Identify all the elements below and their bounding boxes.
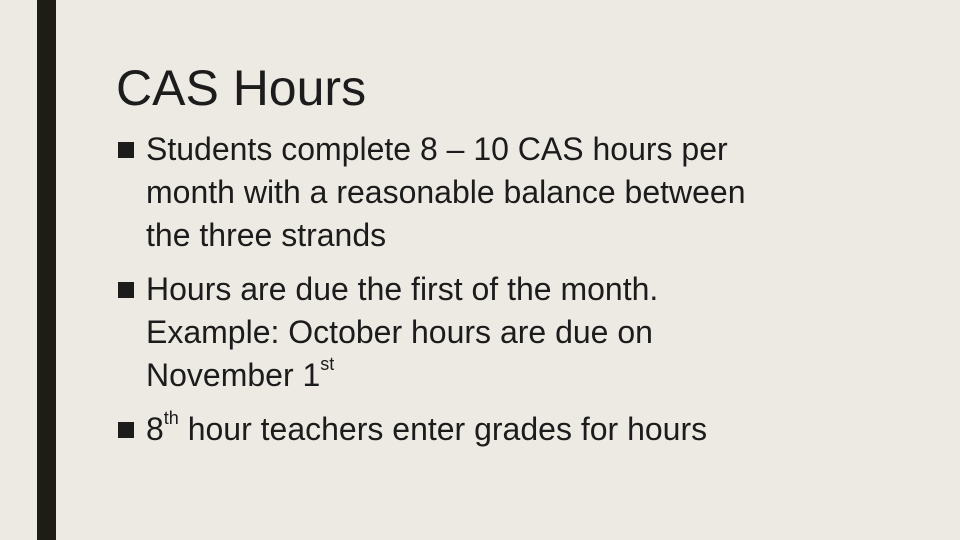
square-bullet-icon bbox=[118, 142, 134, 158]
slide-title: CAS Hours bbox=[116, 60, 367, 116]
ordinal-number: 8 bbox=[146, 411, 164, 447]
bullet-item bbox=[116, 408, 876, 451]
square-bullet-icon bbox=[118, 422, 134, 438]
bullet-item bbox=[116, 128, 876, 257]
bullet-line: month with a reasonable balance between bbox=[146, 174, 746, 210]
bullet-text bbox=[146, 408, 876, 451]
square-bullet-icon bbox=[118, 282, 134, 298]
bullet-line: the three strands bbox=[146, 217, 387, 253]
bullet-line bbox=[146, 408, 876, 451]
side-accent-bar bbox=[37, 0, 56, 540]
bullet-text bbox=[146, 268, 876, 397]
bullet-line-rest: hour teachers enter grades for hours bbox=[178, 411, 708, 447]
bullet-item bbox=[116, 268, 876, 397]
bullet-line: Students complete 8 – 10 CAS hours per bbox=[146, 131, 728, 167]
bullet-line: Example: October hours are due on bbox=[146, 314, 653, 350]
bullet-list bbox=[116, 128, 876, 462]
bullet-text bbox=[146, 128, 876, 257]
ordinal-suffix: th bbox=[163, 408, 179, 429]
ordinal-suffix: st bbox=[320, 354, 335, 375]
bullet-line bbox=[146, 354, 876, 397]
bullet-line: Hours are due the first of the month. bbox=[146, 271, 659, 307]
date-text: November 1 bbox=[146, 357, 321, 393]
